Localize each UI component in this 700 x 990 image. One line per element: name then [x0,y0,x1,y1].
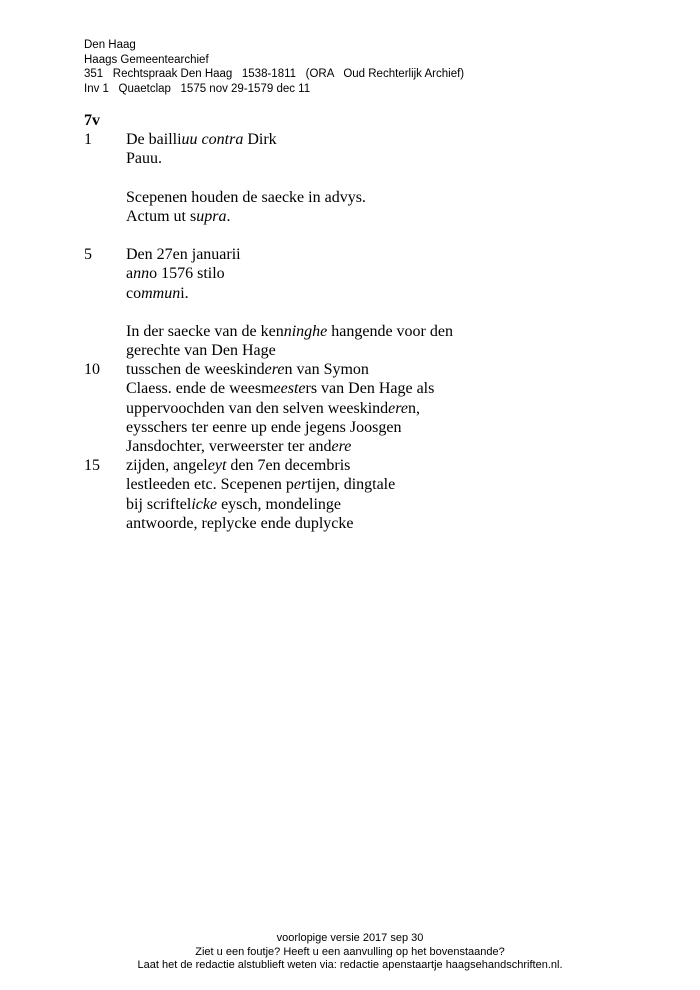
expanded-abbreviation: mmun [141,284,181,302]
line-text [126,188,366,207]
line-text [126,437,351,456]
line-number: 15 [84,457,100,475]
line-text [126,322,453,341]
text-segment: zijden, angel [126,457,208,475]
footer-version: voorlopige versie 2017 sep 30 [276,932,424,944]
transcript-line [84,188,644,207]
line-text [126,341,276,360]
transcript-line [84,456,644,475]
line-text [126,130,277,149]
expanded-abbreviation: ere [388,399,408,417]
expanded-abbreviation: ere [264,361,285,379]
expanded-abbreviation: ninghe [283,322,328,340]
text-segment: lestleeden etc. Scepenen p [126,476,294,494]
archive-header [84,38,464,96]
transcript-line [84,149,644,168]
text-segment: den 7en decembris [226,457,351,475]
text-segment: eysschers ter eenre up ende jegens Joosgen [126,418,402,436]
transcript-line [84,341,644,360]
blank-line [84,303,644,322]
expanded-abbreviation: eeste [273,380,306,398]
text-segment: Actum ut s [126,207,197,225]
line-text [126,418,401,437]
line-number: 5 [84,246,92,264]
transcript-line [84,284,644,303]
blank-line [84,226,644,245]
transcript-line [84,495,644,514]
text-segment: bij scriftel [126,495,192,513]
text-segment: Pauu. [126,150,162,168]
text-segment: rs van Den Hage als [305,380,435,398]
text-segment: a [126,265,134,283]
line-number: 1 [84,131,92,148]
line-text [126,149,162,168]
text-segment: uppervoochden van den selven weeskind [126,399,389,417]
transcript-line [84,322,644,341]
expanded-abbreviation: eyt [207,457,227,475]
line-text [126,264,225,283]
footer-contact: Laat het de redactie alstublieft weten via: redactie apenstaartje haagsehandschriften.nl. [137,959,563,971]
text-segment: antwoorde, replycke ende duplycke [126,514,354,532]
expanded-abbreviation: uu contra [181,131,244,148]
text-segment: . [226,207,231,225]
transcript-line [84,130,644,149]
text-segment: In der saecke van de ken [126,322,284,340]
transcript-line [84,475,644,494]
expanded-abbreviation: icke [191,495,218,513]
text-segment: o 1576 stilo [149,265,225,283]
text-segment: De bailli [126,131,182,148]
transcript-line [84,514,644,533]
line-text [126,475,395,494]
transcript-line [84,379,644,398]
line-text [126,379,434,398]
text-segment: Den 27en januarii [126,246,241,264]
expanded-abbreviation: nn [133,265,150,283]
footer-question: Ziet u een foutje? Heeft u een aanvulling op het bovenstaande? [195,945,505,958]
line-text [126,514,353,533]
transcript-line [84,360,644,379]
line-text [126,360,369,379]
text-segment: eysch, mondelinge [217,495,342,513]
page-footer [0,932,700,973]
text-segment: co [126,284,142,302]
expanded-abbreviation: upra [196,207,227,225]
header-inventory: Inv 1 Quaetclap 1575 nov 29-1579 dec 11 [84,82,311,95]
transcript-line [84,418,644,437]
line-text [126,207,230,226]
transcript-line [84,264,644,283]
text-segment: Dirk [243,131,277,148]
expanded-abbreviation: er [293,476,308,494]
text-segment: n van Symon [284,361,369,379]
line-text [126,456,350,475]
line-text [126,495,341,514]
header-archive: Haags Gemeentearchief [84,53,209,66]
line-number: 10 [84,361,100,379]
line-text [126,399,420,418]
header-collection: 351 Rechtspraak Den Haag 1538-1811 (ORA Oud Rechterlijk Archief) [84,68,465,80]
folio-number: 7v [84,112,100,129]
line-text [126,245,241,264]
expanded-abbreviation: ere [331,438,352,455]
blank-line [84,168,644,187]
transcript-line [84,207,644,226]
text-segment: n, [407,399,420,417]
text-segment: hangende voor den [327,322,453,340]
text-segment: i. [180,284,189,302]
line-text [126,284,189,303]
transcript-line [84,245,644,264]
text-segment: tusschen de weeskind [126,361,265,379]
text-segment: Jansdochter, verweerster ter and [126,438,332,455]
transcript-line [84,437,644,456]
header-city: Den Haag [84,39,136,51]
transcript-body [84,130,644,533]
text-segment: Scepenen houden de saecke in advys. [126,188,366,206]
text-segment: gerechte van Den Hage [126,342,276,360]
transcript-line [84,399,644,418]
text-segment: Claess. ende de weesm [126,380,274,398]
text-segment: tijen, dingtale [307,476,396,494]
